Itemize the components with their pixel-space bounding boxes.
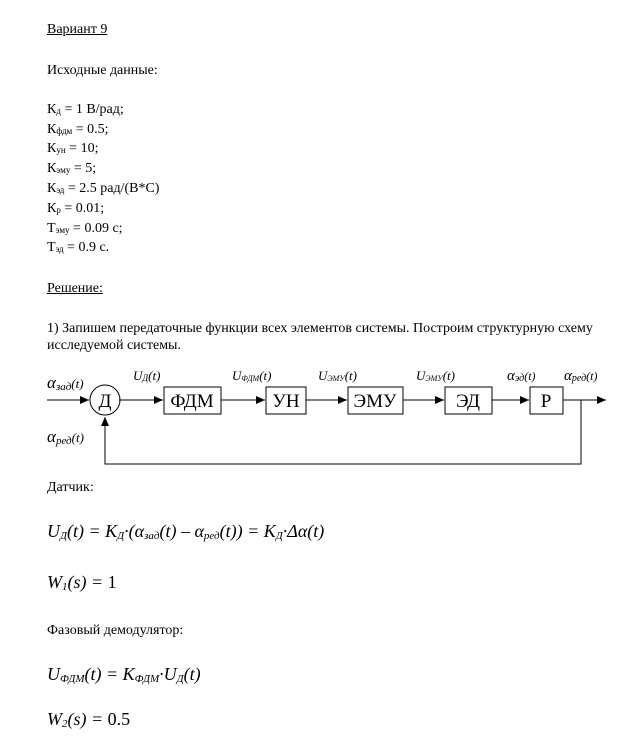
- signal-alpha-red-feedback: αред(t): [47, 427, 84, 447]
- signal-alpha-zad: αзад(t): [47, 373, 84, 393]
- param-kun: $К_{ун} = 10$;: [47, 141, 99, 156]
- variant-title: Вариант 9: [47, 22, 108, 37]
- signal-ufdm: UФДМ(t): [232, 368, 272, 383]
- block-emu-label: ЭМУ: [353, 391, 397, 412]
- signal-ud: UД(t): [133, 368, 161, 383]
- formula-w1: $W_1(s) = 1$: [47, 572, 117, 593]
- param-temu: $Т_{эму} = 0.09$ с;: [47, 221, 123, 236]
- param-kr: $К_р = 0.01$;: [47, 201, 105, 216]
- param-kd: $К_д = 1$ В/рад;: [47, 102, 124, 117]
- block-r-label: Р: [540, 391, 552, 412]
- param-kfdm: $К_{фдм} = 0.5$;: [47, 122, 109, 137]
- param-kemu: $К_{эму} = 5$;: [47, 161, 97, 176]
- formula-ufdm: $U_{ФДМ}(t) = K_{ФДМ}\cdot U_Д(t)$: [47, 664, 201, 685]
- block-un-label: УН: [272, 391, 300, 412]
- block-ed-label: ЭД: [456, 391, 480, 412]
- formula-w2: $W_2(s) = 0.5$: [47, 709, 131, 730]
- signal-uemu-2: UЭМУ(t): [416, 368, 455, 383]
- solution-heading: Решение:: [47, 281, 103, 296]
- block-fdm-label: ФДМ: [170, 391, 214, 412]
- sensor-heading: Датчик:: [47, 480, 94, 495]
- param-ked: $К_{эд} = 2.5$ рад/(В*С): [47, 181, 160, 196]
- signal-alpha-red-output: αред(t): [564, 368, 598, 384]
- given-heading: Исходные данные:: [47, 63, 158, 78]
- formula-ud: $U_Д(t) = K_Д\cdot(\alpha_{зад}(t) - \alpha_{ред}(t)) = K_Д\cdot\Delta\alpha(t)$: [47, 521, 325, 542]
- block-diagram: [0, 360, 617, 470]
- demodulator-heading: Фазовый демодулятор:: [47, 623, 184, 638]
- block-d-label: Д: [98, 391, 112, 412]
- intro-paragraph: 1) Запишем передаточные функции всех элементов системы. Построим структурную схему исследуемой системы.: [47, 321, 593, 353]
- signal-alpha-ed: αэд(t): [507, 368, 536, 384]
- signal-uemu-1: UЭМУ(t): [318, 368, 357, 383]
- param-ted: $Т_{эд} = 0.9$ с.: [47, 240, 110, 255]
